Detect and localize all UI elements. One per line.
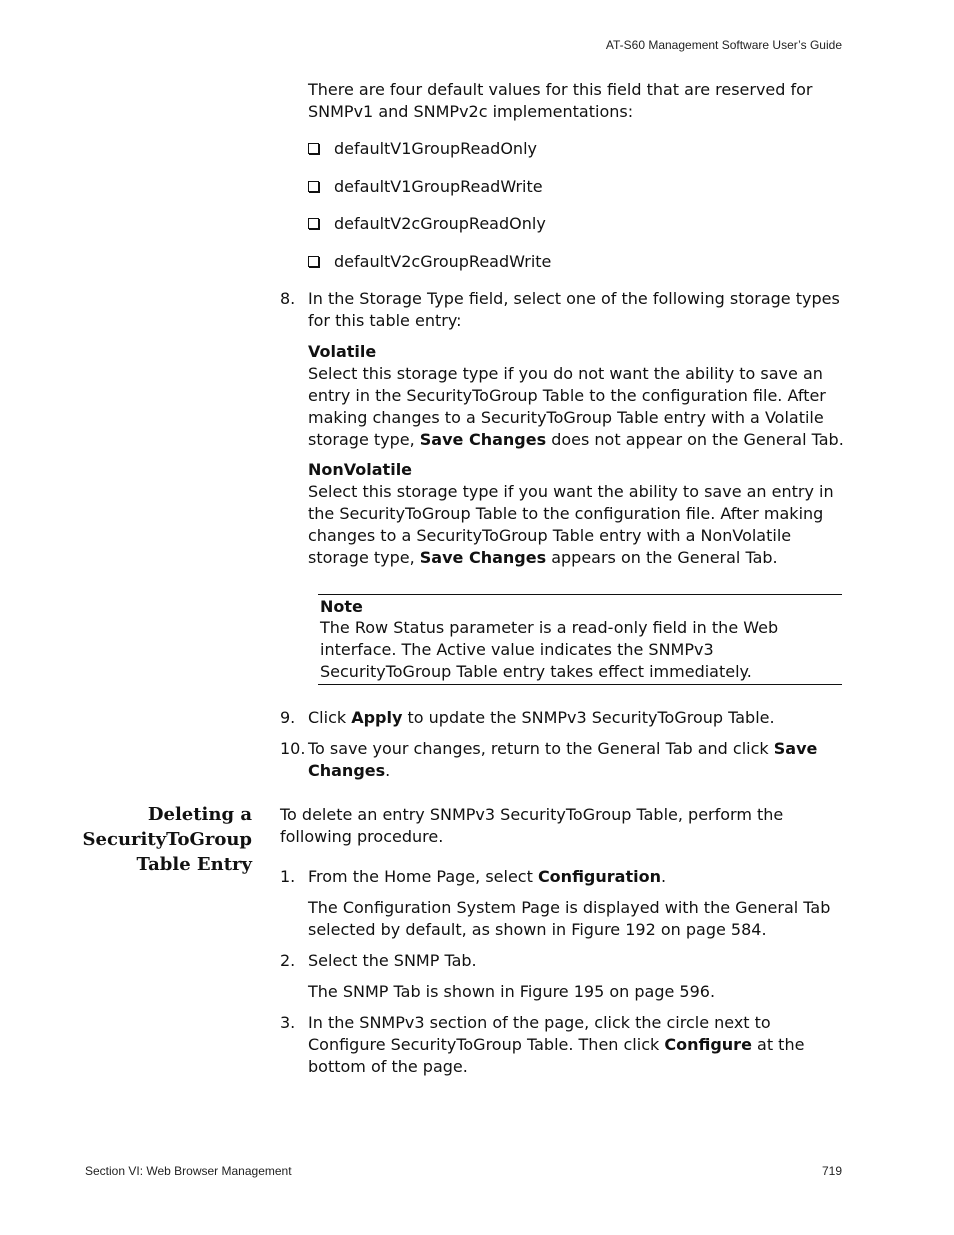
section-heading: Deleting a SecurityToGroup Table Entry xyxy=(82,804,252,875)
checkbox-bullet-icon xyxy=(308,143,319,154)
nonvolatile-title: NonVolatile xyxy=(308,460,413,479)
note-bottom-rule xyxy=(318,684,842,685)
step-9-text: Click Apply to update the SNMPv3 SecurityToGroup Table. xyxy=(308,708,775,727)
step-8-text: In the Storage Type field, select one of the following storage types for this table entry: xyxy=(308,289,840,330)
volatile-description: Select this storage type if you do not want the ability to save an entry in the SecurityToGroup Table to the configuration file. After making changes to a SecurityToGroup Table entry with a Volatile storage type, Save Changes does not appear on the General Tab. xyxy=(308,364,844,449)
running-header: AT-S60 Management Software User’s Guide xyxy=(605,38,842,52)
section-intro: To delete an entry SNMPv3 SecurityToGroup Table, perform the following procedure. xyxy=(280,805,784,846)
delete-step-3-text: In the SNMPv3 section of the page, click the circle next to Configure SecurityToGroup Table. Then click Configure at the bottom of the page. xyxy=(308,1013,805,1076)
step-number: 2. xyxy=(280,951,296,970)
note-text: The Row Status parameter is a read-only field in the Web interface. The Active value indicates the SNMPv3 SecurityToGroup Table entry takes effect immediately. xyxy=(320,618,779,681)
step-number: 8. xyxy=(280,289,296,308)
list-item: defaultV2cGroupReadWrite xyxy=(308,251,551,273)
step-number: 9. xyxy=(280,708,296,727)
checkbox-bullet-icon xyxy=(308,256,319,267)
page-number: 719 xyxy=(821,1164,842,1178)
delete-step-1-result: The Configuration System Page is displayed with the General Tab selected by default, as shown in Figure 192 on page 584. xyxy=(308,898,831,939)
note-title: Note xyxy=(320,597,363,616)
step-number: 3. xyxy=(280,1013,296,1032)
step-number: 10. xyxy=(280,739,306,758)
checkbox-bullet-icon xyxy=(308,218,319,229)
list-item: defaultV2cGroupReadOnly xyxy=(308,213,546,235)
footer-section: Section VI: Web Browser Management xyxy=(85,1164,292,1178)
nonvolatile-description: Select this storage type if you want the ability to save an entry in the SecurityToGroup Table to the configuration file. After making changes to a SecurityToGroup Table entry with a NonVolatile storage type, Save Changes appears on the General Tab. xyxy=(308,482,834,567)
list-item: defaultV1GroupReadOnly xyxy=(308,138,537,160)
delete-step-2-result: The SNMP Tab is shown in Figure 195 on page 596. xyxy=(308,982,716,1001)
delete-step-1-text: From the Home Page, select Configuration. xyxy=(308,867,667,886)
list-item: defaultV1GroupReadWrite xyxy=(308,176,543,198)
step-10-text: To save your changes, return to the General Tab and click Save Changes. xyxy=(308,739,818,780)
step-number: 1. xyxy=(280,867,296,886)
checkbox-bullet-icon xyxy=(308,181,319,192)
intro-paragraph: There are four default values for this field that are reserved for SNMPv1 and SNMPv2c implementations: xyxy=(308,80,813,121)
delete-step-2-text: Select the SNMP Tab. xyxy=(308,951,477,970)
note-top-rule xyxy=(318,594,842,595)
volatile-title: Volatile xyxy=(308,342,377,361)
